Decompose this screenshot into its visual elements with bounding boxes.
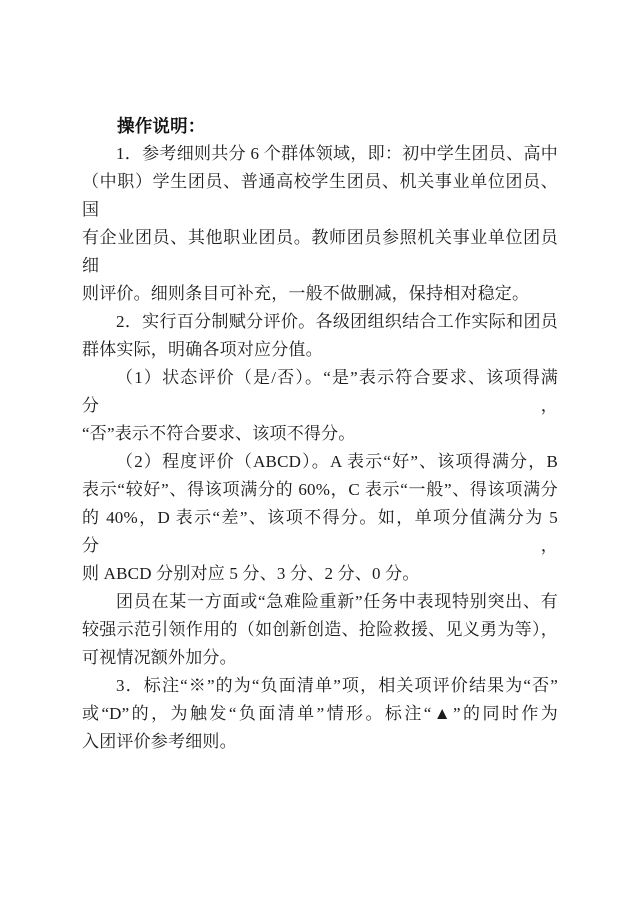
text-line: “否”表示不符合要求、该项不得分。 xyxy=(82,424,356,443)
text-line: 的 40%，D 表示“差”、该项不得分。如，单项分值满分为 5 分， xyxy=(82,508,558,555)
text-line: （中职）学生团员、普通高校学生团员、机关事业单位团员、国 xyxy=(82,172,558,219)
text-line: 群体实际，明确各项对应分值。 xyxy=(82,340,323,359)
text-line: 或“D”的，为触发“负面清单”情形。标注“▲”的同时作为 xyxy=(82,704,558,723)
text-line: 入团评价参考细则。 xyxy=(82,732,237,751)
text-line: 可视情况额外加分。 xyxy=(82,648,237,667)
text-line: 表示“较好”、得该项满分的 60%，C 表示“一般”、得该项满分 xyxy=(82,480,558,499)
text-line: 团员在某一方面或“急难险重新”任务中表现特别突出、有 xyxy=(116,592,558,611)
section-heading: 操作说明： xyxy=(117,116,206,136)
text-line: 2．实行百分制赋分评价。各级团组织结合工作实际和团员 xyxy=(116,312,558,331)
text-line: 3．标注“※”的为“负面清单”项，相关项评价结果为“否” xyxy=(116,676,558,695)
text-line: 有企业团员、其他职业团员。教师团员参照机关事业单位团员细 xyxy=(82,228,558,275)
text-line: （2）程度评价（ABCD）。A 表示“好”、该项得满分，B xyxy=(116,452,558,471)
text-line: 1．参考细则共分 6 个群体领域，即：初中学生团员、高中 xyxy=(116,144,558,163)
text-line: 较强示范引领作用的（如创新创造、抢险救援、见义勇为等）， xyxy=(82,620,558,639)
text-line: （1）状态评价（是/否）。“是”表示符合要求、该项得满分， xyxy=(82,368,558,415)
text-line: 则 ABCD 分别对应 5 分、3 分、2 分、0 分。 xyxy=(82,564,420,583)
text-line: 则评价。细则条目可补充，一般不做删减，保持相对稳定。 xyxy=(82,284,530,303)
operation-instructions-section xyxy=(82,112,558,756)
